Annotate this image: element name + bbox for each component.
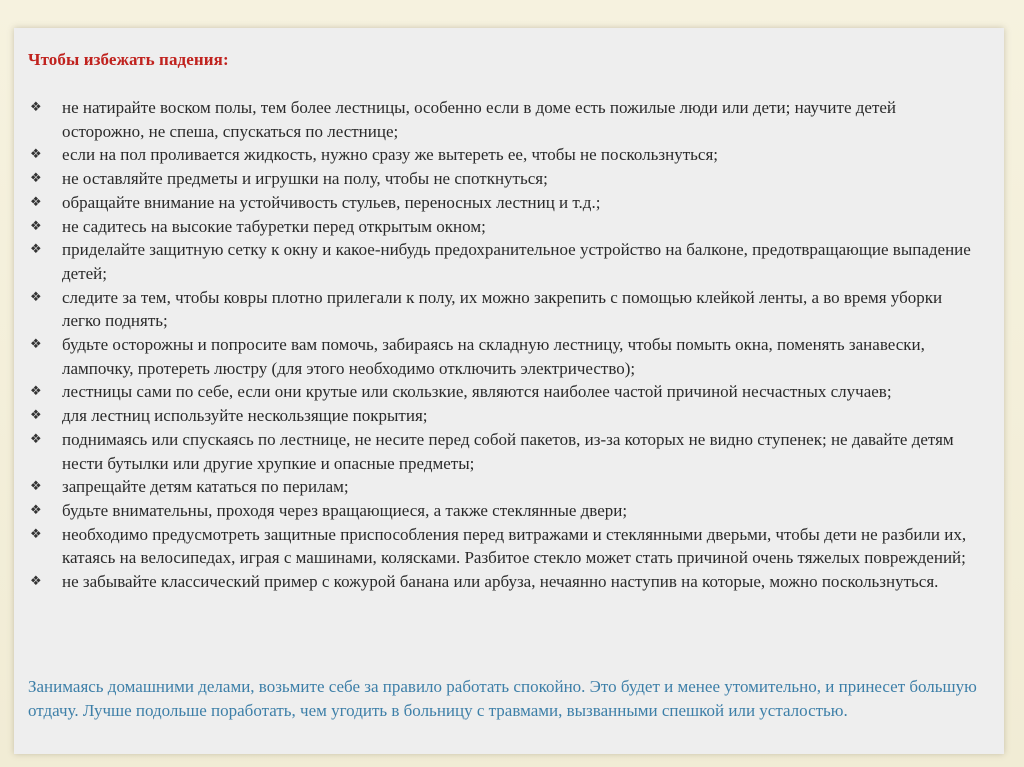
list-item <box>28 286 978 333</box>
diamond-bullet-icon: ❖ <box>30 194 42 210</box>
list-item <box>28 191 978 215</box>
diamond-bullet-icon: ❖ <box>30 337 42 353</box>
diamond-bullet-icon: ❖ <box>30 431 42 447</box>
list-item <box>28 380 978 404</box>
list-item-text: поднимаясь или спускаясь по лестнице, не несите перед собой пакетов, из-за которых не видно ступенек; не давайте детям нести бутылки или другие хрупкие и опасные предметы; <box>62 429 954 473</box>
list-item-text: лестницы сами по себе, если они крутые или скользкие, являются наиболее частой причиной несчастных случаев; <box>62 382 892 402</box>
diamond-bullet-icon: ❖ <box>30 171 42 187</box>
list-item <box>28 215 978 239</box>
list-item <box>28 475 978 499</box>
list-item <box>28 404 978 428</box>
list-item <box>28 333 978 380</box>
list-item-text: не забывайте классический пример с кожурой банана или арбуза, нечаянно наступив на которые, можно поскользнуться. <box>62 572 939 592</box>
list-item-text: обращайте внимание на устойчивость стульев, переносных лестниц и т.д.; <box>62 192 601 212</box>
list-item-text: не садитесь на высокие табуретки перед открытым окном; <box>62 216 486 236</box>
list-item <box>28 238 978 285</box>
list-item-text: не оставляйте предметы и игрушки на полу, чтобы не споткнуться; <box>62 169 548 189</box>
diamond-bullet-icon: ❖ <box>30 408 42 424</box>
diamond-bullet-icon: ❖ <box>30 574 42 590</box>
list-item <box>28 570 978 594</box>
diamond-bullet-icon: ❖ <box>30 100 42 115</box>
diamond-bullet-icon: ❖ <box>30 218 42 234</box>
heading: Чтобы избежать падения: <box>28 50 229 69</box>
list-item <box>28 167 978 191</box>
list-item-text: не натирайте воском полы, тем более лестницы, особенно если в доме есть пожилые люди или дети; научите детей осторожно, не спеша, спускаться по лестнице; <box>62 98 897 141</box>
closing-paragraph: Занимаясь домашними делами, возьмите себе за правило работать спокойно. Это будет и менее утомительно, и принесет большую отдачу. Лучше подольше поработать, чем угодить в больницу с травмами, вызванными спешкой или усталостью. <box>28 677 977 720</box>
list-item-text: будьте осторожны и попросите вам помочь, забираясь на складную лестницу, чтобы помыть окна, поменять занавески, лампочку, протереть люстру (для этого необходимо отключить электричество); <box>62 335 925 378</box>
list-item-text: для лестниц используйте нескользящие покрытия; <box>62 406 428 426</box>
list-item <box>28 143 978 167</box>
list-item-text: необходимо предусмотреть защитные приспособления перед витражами и стеклянными дверьми, чтобы дети не разбили их, катаясь на велосипедах, играя с машинами, колясками. Разбитое стекло может стать причиной очень тяжелых повреждений; <box>62 524 967 568</box>
list-item <box>28 96 978 143</box>
diamond-bullet-icon: ❖ <box>30 289 42 305</box>
diamond-bullet-icon: ❖ <box>30 242 42 258</box>
list-item-text: будьте внимательны, проходя через вращающиеся, а также стеклянные двери; <box>62 500 628 520</box>
list-item <box>28 523 978 570</box>
diamond-bullet-icon: ❖ <box>30 147 42 163</box>
list-item-text: если на пол проливается жидкость, нужно сразу же вытереть ее, чтобы не поскользнуться; <box>62 145 718 165</box>
diamond-bullet-icon: ❖ <box>30 526 42 542</box>
list-item-text: приделайте защитную сетку к окну и какое-нибудь предохранительное устройство на балконе, предотвращающие выпадение детей; <box>62 240 971 283</box>
list-item <box>28 428 978 475</box>
diamond-bullet-icon: ❖ <box>30 384 42 400</box>
safety-tips-list <box>28 96 978 594</box>
list-item-text: запрещайте детям кататься по перилам; <box>62 477 349 497</box>
diamond-bullet-icon: ❖ <box>30 479 42 495</box>
diamond-bullet-icon: ❖ <box>30 502 42 518</box>
list-item <box>28 499 978 523</box>
list-item-text: следите за тем, чтобы ковры плотно прилегали к полу, их можно закрепить с помощью клейкой ленты, а во время уборки легко поднять; <box>62 287 943 331</box>
